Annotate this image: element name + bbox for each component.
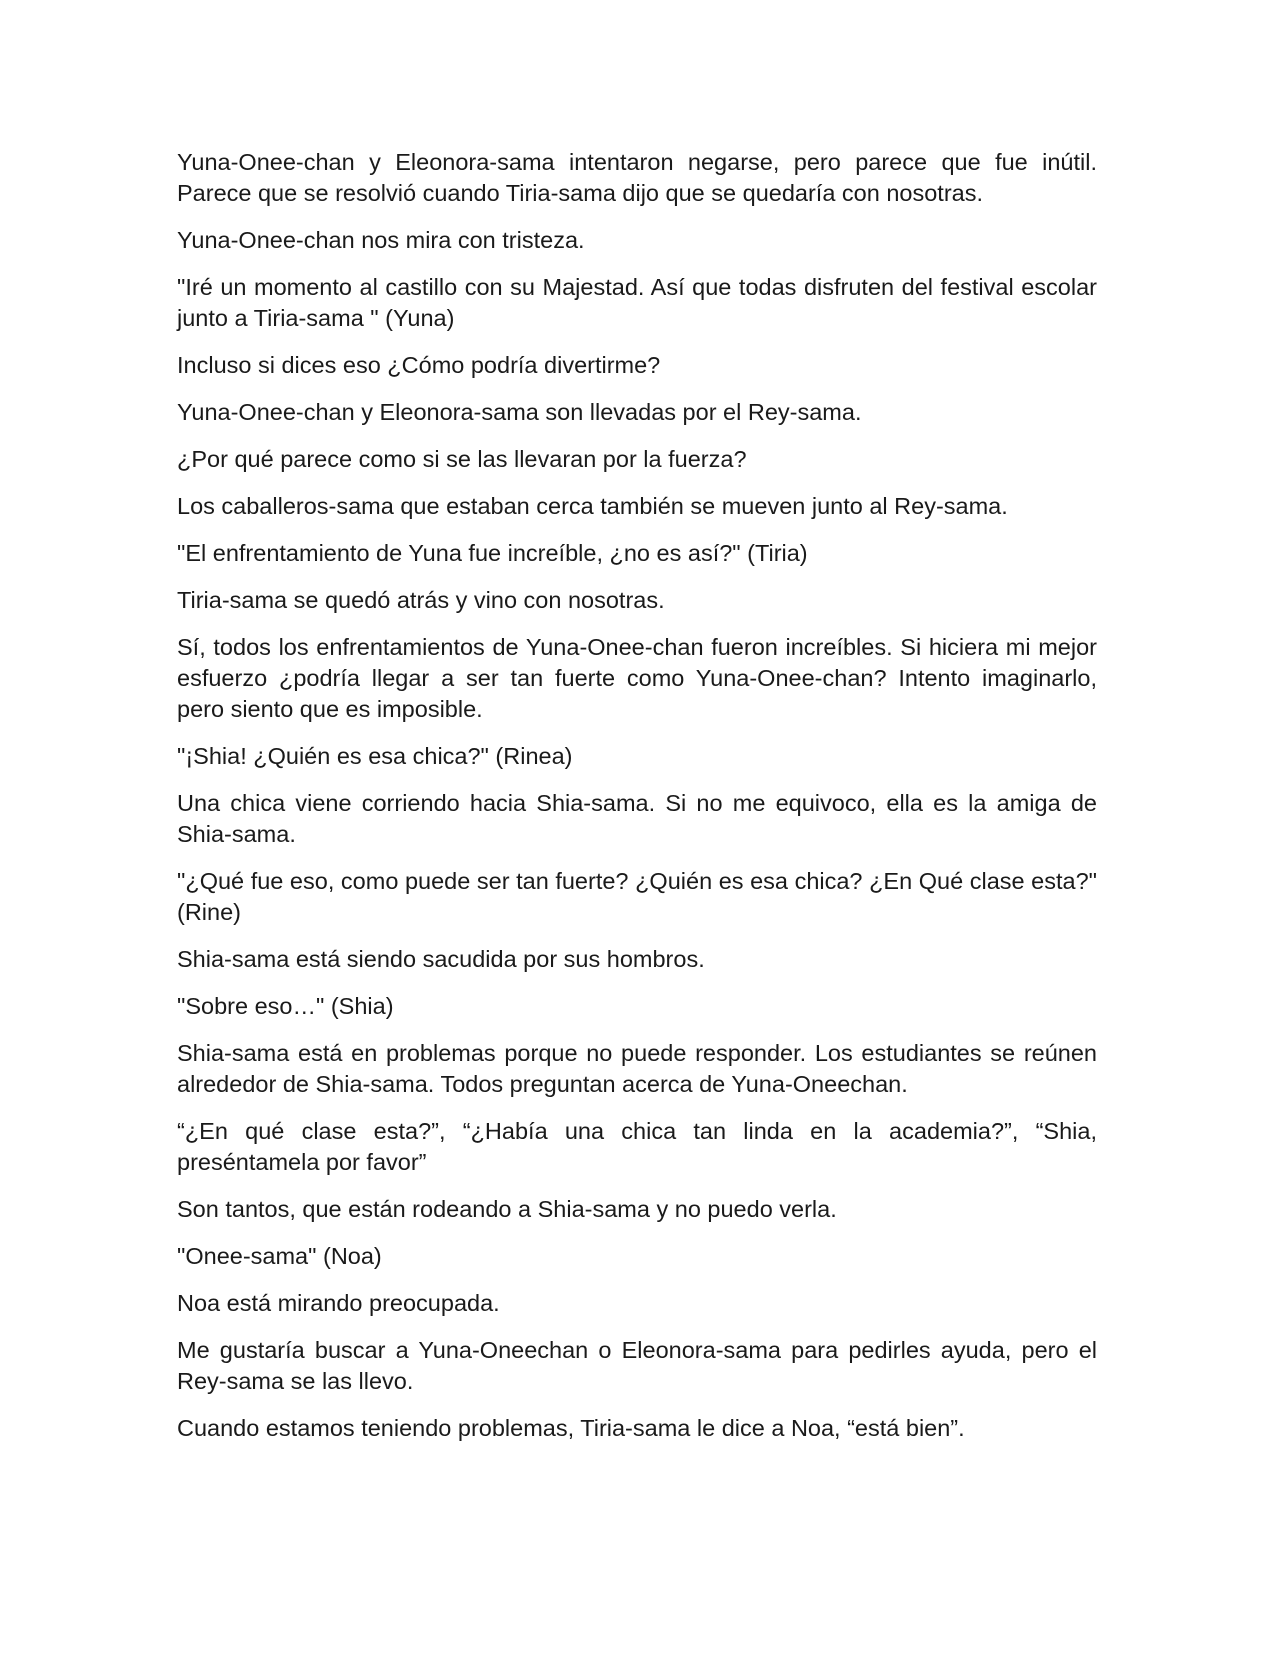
paragraph: Shia-sama está siendo sacudida por sus hombros. [177, 946, 705, 972]
document-body [177, 147, 1097, 1460]
paragraph: "El enfrentamiento de Yuna fue increíble, ¿no es así?" (Tiria) [177, 540, 808, 566]
paragraph: Los caballeros-sama que estaban cerca también se mueven junto al Rey-sama. [177, 493, 1008, 519]
paragraph: Shia-sama está en problemas porque no puede responder. Los estudiantes se reúnen alrededor de Shia-sama. Todos preguntan acerca de Yuna-Oneechan. [177, 1040, 1097, 1097]
paragraph: "Onee-sama" (Noa) [177, 1243, 382, 1269]
paragraph: Cuando estamos teniendo problemas, Tiria-sama le dice a Noa, “está bien”. [177, 1415, 965, 1441]
paragraph: Sí, todos los enfrentamientos de Yuna-Onee-chan fueron increíbles. Si hiciera mi mejor esfuerzo ¿podría llegar a ser tan fuerte como Yuna-Onee-chan? Intento imaginarlo, pero siento que es imposible. [177, 634, 1097, 722]
paragraph: ¿Por qué parece como si se las llevaran por la fuerza? [177, 446, 747, 472]
paragraph: "¿Qué fue eso, como puede ser tan fuerte? ¿Quién es esa chica? ¿En Qué clase esta?" (Rine) [177, 868, 1097, 925]
paragraph: "¡Shia! ¿Quién es esa chica?" (Rinea) [177, 743, 573, 769]
paragraph: Tiria-sama se quedó atrás y vino con nosotras. [177, 587, 665, 613]
paragraph: "Iré un momento al castillo con su Majestad. Así que todas disfruten del festival escolar junto a Tiria-sama " (Yuna) [177, 274, 1097, 331]
paragraph: Yuna-Onee-chan y Eleonora-sama intentaron negarse, pero parece que fue inútil. Parece que se resolvió cuando Tiria-sama dijo que se quedaría con nosotras. [177, 149, 1097, 206]
paragraph: Incluso si dices eso ¿Cómo podría divertirme? [177, 352, 661, 378]
paragraph: Son tantos, que están rodeando a Shia-sama y no puedo verla. [177, 1196, 837, 1222]
paragraph: “¿En qué clase esta?”, “¿Había una chica tan linda en la academia?”, “Shia, preséntamela por favor” [177, 1118, 1097, 1175]
paragraph: Una chica viene corriendo hacia Shia-sama. Si no me equivoco, ella es la amiga de Shia-sama. [177, 790, 1097, 847]
paragraph: Me gustaría buscar a Yuna-Oneechan o Eleonora-sama para pedirles ayuda, pero el Rey-sama se las llevo. [177, 1337, 1097, 1394]
paragraph: "Sobre eso…" (Shia) [177, 993, 394, 1019]
paragraph: Noa está mirando preocupada. [177, 1290, 500, 1316]
paragraph: Yuna-Onee-chan y Eleonora-sama son llevadas por el Rey-sama. [177, 399, 862, 425]
paragraph: Yuna-Onee-chan nos mira con tristeza. [177, 227, 585, 253]
